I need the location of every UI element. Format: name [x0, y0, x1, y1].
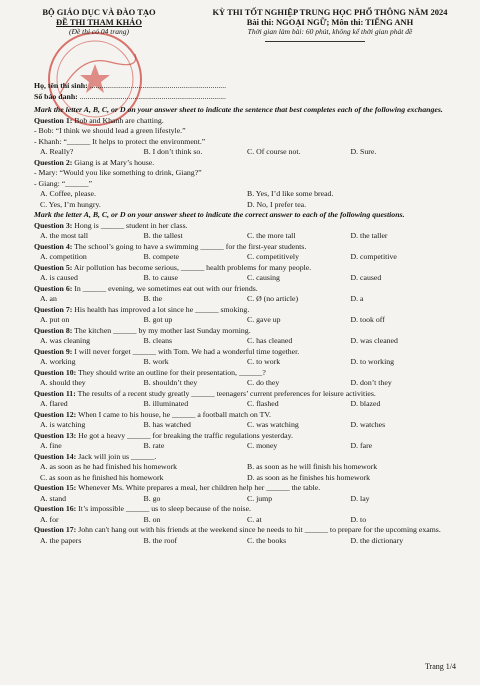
option-d: D. lay	[350, 493, 370, 503]
header-left	[24, 7, 174, 37]
question-stem	[34, 431, 454, 442]
option-d: D. was cleaned	[350, 336, 398, 345]
question-stem	[34, 504, 454, 515]
option-b: B. rate	[143, 441, 165, 450]
option-c: C. jump	[247, 493, 273, 503]
question-number: Question 13:	[34, 430, 77, 440]
option-b: B. I don’t think so.	[143, 147, 203, 156]
option-a: A. should they	[40, 378, 86, 387]
question-text: Jack will join us ______.	[78, 451, 157, 461]
option-b: B. go	[143, 493, 161, 503]
question-number: Question 3:	[34, 220, 73, 230]
answer-options	[34, 494, 454, 505]
option-c: C. competitively	[247, 252, 299, 261]
question-number: Question 1:	[34, 115, 73, 125]
option-c: C. Of course not.	[247, 147, 301, 156]
candidate-id-label: Số báo danh:	[34, 91, 78, 101]
candidate-id-line	[34, 92, 454, 103]
question-number: Question 8:	[34, 325, 73, 335]
question-text: The school’s going to have a swimming ______ for the first-year students.	[74, 241, 307, 251]
instruction-2: Mark the letter A, B, C, or D on your answer sheet to indicate the correct answer to each of the following questions.	[34, 210, 405, 219]
question-text: Air pollution has become serious, ______ health problems for many people.	[73, 262, 312, 272]
question-item	[34, 347, 454, 368]
question-text: Bob and Khanh are chatting.	[74, 115, 164, 125]
option-d: D. watches	[350, 420, 386, 429]
option-a: A. competition	[40, 252, 87, 261]
question-item	[34, 389, 454, 410]
question-stem	[34, 263, 454, 274]
option-a: A. Really?	[40, 147, 74, 156]
question-text: He got a heavy ______ for breaking the traffic regulations yesterday.	[78, 430, 293, 440]
option-a: A. is caused	[40, 273, 78, 282]
option-b: B. shouldn’t they	[143, 378, 198, 387]
option-d: D. to working	[350, 357, 395, 366]
answer-options	[34, 441, 454, 452]
answer-options	[34, 336, 454, 347]
page-number: Trang 1/4	[424, 662, 456, 671]
option-b: B. has watched	[143, 420, 191, 429]
question-text: I will never forget ______ with Tom. We had a wonderful time together.	[74, 346, 300, 356]
dialogue-line: - Bob: “I think we should lead a green lifestyle.”	[34, 126, 186, 135]
question-text: The results of a recent study greatly ______ teenagers’ current preferences for leisure activities.	[77, 388, 376, 398]
question-text: His health has improved a lot since he ______ smoking.	[74, 304, 250, 314]
option-c: C. the more tall	[247, 231, 296, 240]
option-a: A. the most tall	[40, 231, 89, 240]
option-d: D. fare	[350, 441, 373, 450]
option-b: B. work	[143, 357, 169, 366]
option-b: B. as soon as he will finish his homework	[247, 462, 378, 471]
question-stem	[34, 221, 454, 232]
exam-title: KỲ THI TỐT NGHIỆP TRUNG HỌC PHỔ THÔNG NĂM 2024	[212, 7, 448, 17]
answer-options	[34, 294, 454, 305]
question-text: They should write an outline for their presentation, ______?	[78, 367, 266, 377]
option-d: D. the dictionary	[350, 535, 404, 545]
answer-options	[34, 378, 454, 389]
option-d: D. a	[350, 294, 364, 303]
question-1	[34, 116, 454, 127]
question-text: Whenever Ms. White prepares a meal, her children help her ______ the table.	[78, 483, 321, 492]
instruction-1: Mark the letter A, B, C, or D on your answer sheet to indicate the sentence that best completes each of the following exchanges.	[34, 105, 443, 114]
candidate-name-line	[34, 81, 454, 92]
option-c: C. money	[247, 441, 278, 450]
option-a: A. for	[40, 514, 59, 524]
option-a: A. Coffee, please.	[40, 189, 96, 198]
option-b: B. the	[143, 294, 163, 303]
question-stem	[34, 483, 454, 494]
option-d: D. took off	[350, 315, 385, 324]
option-c: C. to work	[247, 357, 281, 366]
option-a: A. the papers	[40, 535, 82, 545]
exam-content	[34, 81, 454, 546]
question-item	[34, 242, 454, 263]
option-b: B. to cause	[143, 273, 178, 282]
question-stem	[34, 347, 454, 358]
question-item	[34, 221, 454, 242]
answer-options	[34, 515, 454, 526]
option-d: D. the taller	[350, 231, 388, 240]
dialogue-line: - Khanh: “______ It helps to protect the environment.”	[34, 136, 206, 146]
question-2	[34, 158, 454, 169]
question-text: In ______ evening, we sometimes eat out with our friends.	[74, 283, 258, 293]
option-d: D. competitive	[350, 252, 397, 261]
candidate-id-dots: ...........................................................................	[79, 91, 226, 101]
answer-options	[34, 357, 454, 368]
question-number: Question 7:	[34, 304, 73, 314]
question-text: Hong is ______ student in her class.	[74, 220, 188, 230]
answer-options	[34, 231, 454, 242]
question-number: Question 17:	[34, 525, 77, 534]
option-b: B. got up	[143, 315, 173, 324]
question-number: Question 16:	[34, 504, 77, 513]
question-item	[34, 525, 454, 546]
option-a: A. working	[40, 357, 76, 366]
option-c: C. causing	[247, 273, 280, 282]
question-number: Question 11:	[34, 388, 76, 398]
question-item	[34, 431, 454, 452]
option-d: D. don’t they	[350, 378, 392, 387]
question-item	[34, 504, 454, 525]
option-c: C. at	[247, 514, 262, 524]
question-text: John can't hang out with his friends at the weekend since he needs to hit ______ to prepare for the upcoming exams.	[78, 525, 441, 534]
question-number: Question 10:	[34, 367, 77, 377]
question-text: The kitchen ______ by my mother last Sunday morning.	[74, 325, 251, 335]
answer-options	[34, 252, 454, 263]
option-d: D. to	[350, 514, 367, 524]
option-c: C. the books	[247, 535, 287, 545]
option-b: B. the roof	[143, 535, 178, 545]
option-b: B. compete	[143, 252, 180, 261]
question-text: Giang is at Mary’s house.	[74, 157, 155, 167]
option-a: A. flared	[40, 399, 68, 408]
option-d: D. blazed	[350, 399, 381, 408]
option-d: D. as soon as he finishes his homework	[247, 472, 371, 482]
answer-options	[34, 473, 454, 484]
option-d: D. No, I prefer tea.	[247, 199, 307, 209]
option-c: C. do they	[247, 378, 280, 387]
question-stem	[34, 525, 454, 536]
answer-options	[34, 273, 454, 284]
option-c: C. was watching	[247, 420, 299, 429]
question-text: It’s impossible ______ us to sleep because of the noise.	[78, 504, 252, 513]
question-text: When I came to his house, he ______ a football match on TV.	[78, 409, 271, 419]
dialogue-line: - Mary: “Would you like something to drink, Giang?”	[34, 168, 202, 177]
option-a: A. put on	[40, 315, 70, 324]
candidate-name-dots: ......................................................................	[89, 81, 227, 90]
option-d: D. caused	[350, 273, 382, 282]
answer-options	[34, 189, 454, 200]
question-item	[34, 284, 454, 305]
question-stem	[34, 305, 454, 316]
question-item	[34, 305, 454, 326]
question-stem	[34, 452, 454, 463]
option-b: B. Yes, I’d like some bread.	[247, 189, 334, 198]
answer-options	[34, 536, 454, 547]
option-b: B. illuminated	[143, 399, 189, 408]
option-a: A. an	[40, 294, 57, 303]
question-number: Question 6:	[34, 283, 73, 293]
option-b: B. on	[143, 514, 161, 524]
header-right	[190, 7, 470, 37]
answer-options	[34, 399, 454, 410]
question-number: Question 4:	[34, 241, 73, 251]
option-c: C. Ø (no article)	[247, 294, 299, 303]
question-stem	[34, 284, 454, 295]
doc-type: ĐỀ THI THAM KHẢO	[56, 17, 142, 27]
option-c: C. gave up	[247, 315, 281, 324]
option-c: C. Yes, I’m hungry.	[40, 199, 101, 209]
header-rule	[265, 41, 365, 42]
answer-options	[34, 315, 454, 326]
question-number: Question 14:	[34, 451, 77, 461]
option-b: B. cleans	[143, 336, 173, 345]
option-c: C. as soon as he finished his homework	[40, 472, 164, 482]
question-number: Question 12:	[34, 409, 77, 419]
question-number: Question 9:	[34, 346, 73, 356]
subject-line: Bài thi: NGOẠI NGỮ; Môn thi: TIẾNG ANH	[246, 17, 414, 27]
option-b: B. the tallest	[143, 231, 183, 240]
candidate-name-label: Họ, tên thí sinh:	[34, 81, 88, 90]
answer-options	[34, 462, 454, 473]
option-a: A. as soon as he had finished his homework	[40, 462, 178, 471]
question-item	[34, 483, 454, 504]
question-item	[34, 368, 454, 389]
time-line: Thời gian làm bài: 60 phút, không kể thời gian phát đề	[247, 27, 413, 36]
option-a: A. was cleaning	[40, 336, 91, 345]
answer-options	[34, 420, 454, 431]
answer-options	[34, 200, 454, 211]
question-stem	[34, 389, 454, 400]
option-a: A. fine	[40, 441, 62, 450]
question-item	[34, 410, 454, 431]
option-a: A. is watching	[40, 420, 86, 429]
answer-options	[34, 147, 454, 158]
question-item	[34, 326, 454, 347]
question-stem	[34, 326, 454, 337]
option-a: A. stand	[40, 493, 66, 503]
question-number: Question 5:	[34, 262, 73, 272]
question-item	[34, 452, 454, 484]
question-list	[34, 221, 454, 547]
question-number: Question 2:	[34, 157, 73, 167]
option-c: C. has cleaned	[247, 336, 293, 345]
question-item	[34, 263, 454, 284]
question-stem	[34, 242, 454, 253]
question-stem	[34, 368, 454, 379]
question-number: Question 15:	[34, 483, 77, 492]
dialogue-line: - Giang: “______”	[34, 178, 93, 188]
option-c: C. flashed	[247, 399, 279, 408]
question-stem	[34, 410, 454, 421]
option-d: D. Sure.	[350, 147, 377, 156]
ministry-name: BỘ GIÁO DỤC VÀ ĐÀO TẠO	[42, 7, 156, 17]
pages-note: (Đề thi có 04 trang)	[69, 27, 129, 36]
